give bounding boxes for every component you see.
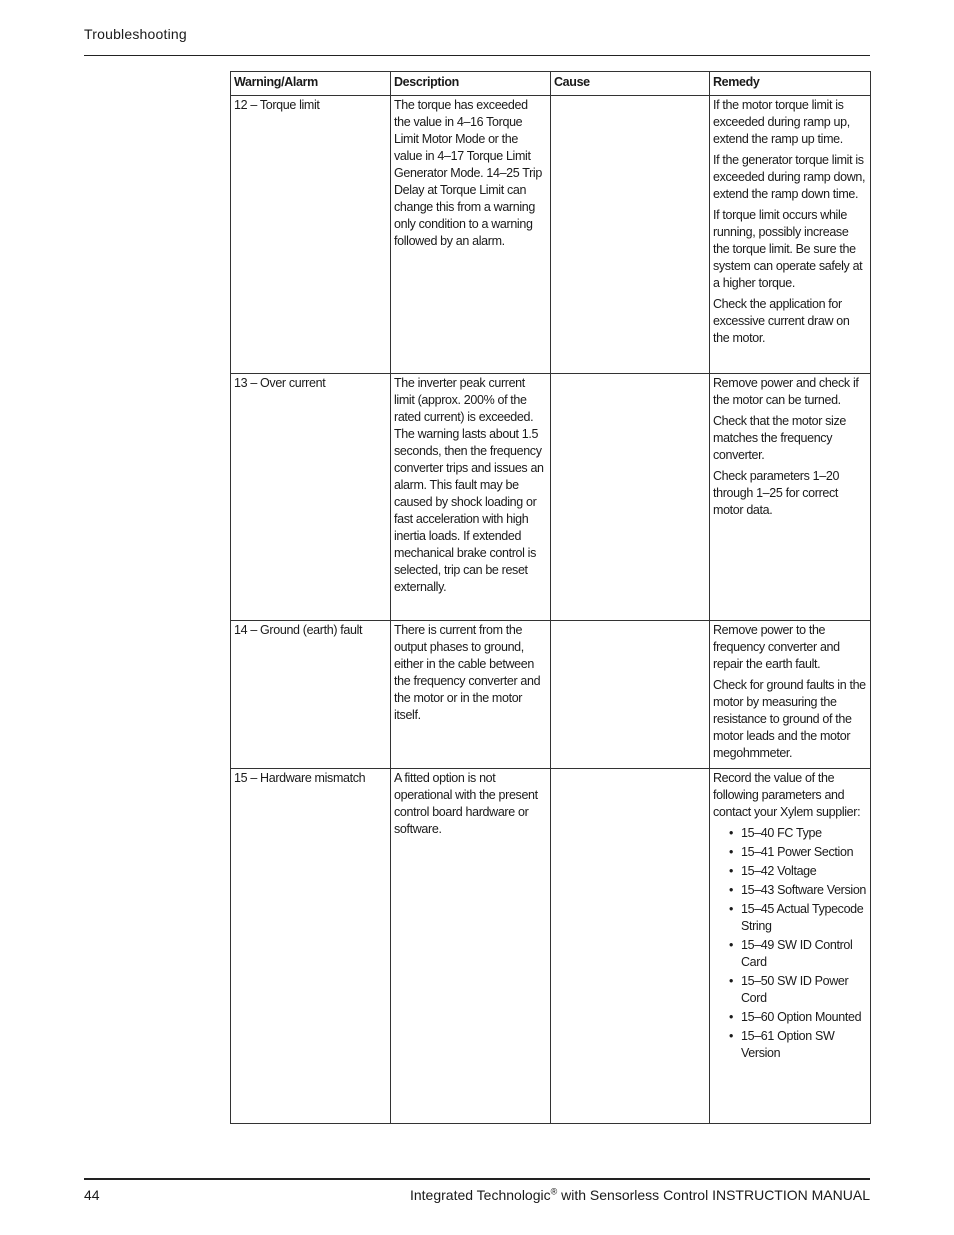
remedy-paragraph: Check the application for excessive current draw on the motor. xyxy=(713,297,850,345)
remedy-cell xyxy=(710,96,871,374)
column-header-description: Description xyxy=(391,72,551,96)
remedy-paragraph: If the generator torque limit is exceeded during ramp down, extend the ramp down time. xyxy=(713,153,866,201)
remedy-cell xyxy=(710,374,871,621)
description-cell: The inverter peak current limit (approx. 200% of the rated current) is exceeded. The warning lasts about 1.5 seconds, then the frequency converter trips and issues an alarm. This fault may be caused by shock loading or fast acceleration with high inertia loads. If extended mechanical brake control is selected, trip can be reset externally. xyxy=(391,374,551,621)
manual-title xyxy=(410,1187,870,1203)
list-item: • 15–45 Actual Typecode String xyxy=(729,901,867,935)
remedy-paragraph: Check for ground faults in the motor by measuring the resistance to ground of the motor leads and the motor megohmmeter. xyxy=(713,678,866,760)
remedy-paragraph: If the motor torque limit is exceeded during ramp up, extend the ramp up time. xyxy=(713,98,850,146)
footer-divider xyxy=(84,1178,870,1180)
cause-cell xyxy=(551,374,710,621)
column-header-remedy: Remedy xyxy=(710,72,871,96)
warning-cell: 15 – Hardware mismatch xyxy=(231,769,391,1124)
running-header: Troubleshooting xyxy=(84,26,187,42)
column-header-warning: Warning/Alarm xyxy=(231,72,391,96)
warning-cell: 12 – Torque limit xyxy=(231,96,391,374)
cause-cell xyxy=(551,96,710,374)
remedy-paragraph: Remove power to the frequency converter and repair the earth fault. xyxy=(713,623,840,671)
page-number: 44 xyxy=(84,1187,100,1203)
list-item: • 15–40 FC Type xyxy=(729,825,867,842)
remedy-paragraph: If torque limit occurs while running, possibly increase the torque limit. Be sure the system can operate safely at a higher torque. xyxy=(713,208,863,290)
cause-cell xyxy=(551,769,710,1124)
column-header-cause: Cause xyxy=(551,72,710,96)
list-item: • 15–50 SW ID Power Cord xyxy=(729,973,867,1007)
list-item: • 15–41 Power Section xyxy=(729,844,867,861)
remedy-cell xyxy=(710,621,871,769)
remedy-paragraph: Check that the motor size matches the frequency converter. xyxy=(713,414,846,462)
header-divider xyxy=(84,55,870,56)
remedy-paragraph: Remove power and check if the motor can be turned. xyxy=(713,376,859,407)
table-row xyxy=(231,96,871,374)
description-cell: There is current from the output phases to ground, either in the cable between the frequency converter and the motor or in the motor itself. xyxy=(391,621,551,769)
registered-mark: ® xyxy=(550,1186,558,1197)
remedy-paragraph: Record the value of the following parameters and contact your Xylem supplier: xyxy=(713,771,861,819)
description-cell: The torque has exceeded the value in 4–16 Torque Limit Motor Mode or the value in 4–17 Torque Limit Generator Mode. 14–25 Trip Delay at Torque Limit can change this from a warning only condition to a warning followed by an alarm. xyxy=(391,96,551,374)
warning-cell: 13 – Over current xyxy=(231,374,391,621)
parameter-list xyxy=(713,825,867,1062)
table-row xyxy=(231,374,871,621)
table-row xyxy=(231,769,871,1124)
table-header-row xyxy=(231,72,871,96)
list-item: • 15–61 Option SW Version xyxy=(729,1028,867,1062)
table-row xyxy=(231,621,871,769)
list-item: • 15–42 Voltage xyxy=(729,863,867,880)
description-cell: A fitted option is not operational with the present control board hardware or software. xyxy=(391,769,551,1124)
cause-cell xyxy=(551,621,710,769)
warning-cell: 14 – Ground (earth) fault xyxy=(231,621,391,769)
manual-title-suffix: with Sensorless Control INSTRUCTION MANUAL xyxy=(557,1187,870,1203)
list-item: • 15–43 Software Version xyxy=(729,882,867,899)
remedy-paragraph: Check parameters 1–20 through 1–25 for correct motor data. xyxy=(713,469,840,517)
list-item: • 15–60 Option Mounted xyxy=(729,1009,867,1026)
list-item: • 15–49 SW ID Control Card xyxy=(729,937,867,971)
manual-title-prefix: Integrated Technologic xyxy=(409,1187,551,1203)
remedy-cell xyxy=(710,769,871,1124)
troubleshooting-table xyxy=(230,71,871,1124)
